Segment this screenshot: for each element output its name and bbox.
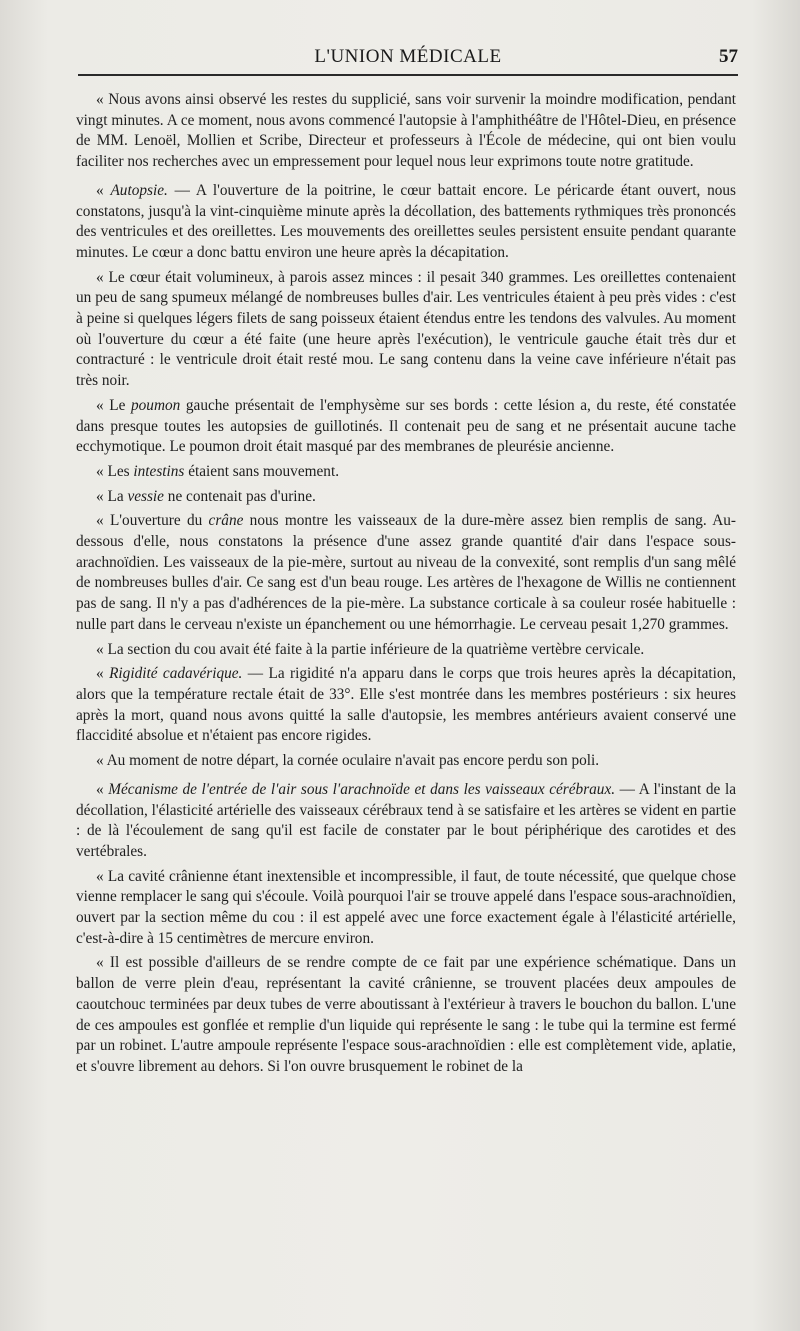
paragraph: « Le poumon gauche présentait de l'emphysème sur ses bords : cette lésion a, du reste, été constatée dans presque toutes les autopsies de guillotinés. Il contenait peu de sang et ne présentait aucune tache ecchymotique. Le poumon droit était masqué par des membranes de pleurésie ancienne. (76, 396, 736, 456)
emphasis: vessie (127, 487, 164, 505)
emphasis: crâne (208, 512, 244, 530)
header-rule (78, 74, 738, 76)
paragraph: « Rigidité cadavérique. — La rigidité n'a apparu dans le corps que trois heures après la décapitation, alors que la température rectale était de 33°. Elle s'est montrée dans les membres postérieurs : six heures après la mort, quand nous avons quitté la salle d'autopsie, les membres antérieurs avaient conservé une flaccidité absolue et n'étaient pas encore rigides. (76, 665, 736, 745)
paragraph-heading: Mécanisme de l'entrée de l'air sous l'arachnoïde et dans les vaisseaux cérébraux. (108, 780, 616, 798)
emphasis: poumon (131, 396, 181, 414)
paragraph: « Nous avons ainsi observé les restes du supplicié, sans voir survenir la moindre modification, pendant vingt minutes. A ce moment, nous avons commencé l'autopsie à l'amphithéâtre de l'Hôtel-Dieu, en présence de MM. Lenoël, Mollien et Scribe, Directeur et professeurs à l'École de médecine, qui ont bien voulu faciliter nos recherches avec un empressement pour lequel nous leur exprimons toute notre gratitude. (76, 91, 736, 171)
body-text (76, 90, 736, 1082)
paragraph: « La section du cou avait été faite à la partie inférieure de la quatrième vertèbre cervicale. (96, 640, 645, 658)
page-header (78, 40, 738, 80)
paragraph: « Autopsie. — A l'ouverture de la poitrine, le cœur battait encore. Le péricarde étant ouvert, nous constatons, jusqu'à la vint-cinquième minute après la décollation, des battements rythmiques très prononcés des ventricules et des oreillettes. Les mouvements des oreillettes seules persistent ensuite pendant quarante minutes. Le cœur a donc battu environ une heure après la décapitation. (76, 181, 736, 261)
paragraph: « La cavité crânienne étant inextensible et incompressible, il faut, de toute nécessité, que quelque chose vienne remplacer le sang qui s'écoule. Voilà pourquoi l'air se trouve appelé dans l'espace sous-arachnoïdien, ouvert par la section même du cou : il est appelé avec une force exactement égale à l'élasticité artérielle, c'est-à-dire à 15 centimètres de mercure environ. (76, 867, 736, 947)
paragraph: « La vessie ne contenait pas d'urine. (96, 487, 316, 505)
paragraph: « L'ouverture du crâne nous montre les vaisseaux de la dure-mère assez bien remplis de sang. Au-dessous d'elle, nous constatons la présence d'une assez grande quantité d'air dans l'espace sous-arachnoïdien. Les vaisseaux de la pie-mère, surtout au niveau de la convexité, sont remplis d'un sang mêlé de nombreuses bulles d'air. Ce sang est d'un beau rouge. Les artères de l'hexagone de Willis ne contiennent pas de sang. Il n'y a pas d'adhérences de la pie-mère. La substance corticale à sa couleur rosée habituelle : nulle part dans le cerveau n'existe un épanchement ou une hémorrhagie. Le cerveau pesait 1,270 grammes. (76, 512, 736, 633)
paragraph: « Il est possible d'ailleurs de se rendre compte de ce fait par une expérience schématique. Dans un ballon de verre plein d'eau, représentant la cavité crânienne, se trouvent placées deux ampoules de caoutchouc terminées par deux tubes de verre aboutissant à l'extérieur à travers le bouchon du ballon. L'une de ces ampoules est gonflée et remplie d'un liquide qui représente le sang : le tube qui la termine est fermé par un robinet. L'autre ampoule représente l'espace sous-arachnoïdien : elle est complètement vide, aplatie, et s'ouvre librement au dehors. Si l'on ouvre brusquement le robinet de la (76, 954, 736, 1075)
paragraph-heading: Autopsie. (110, 181, 168, 199)
paragraph: « Mécanisme de l'entrée de l'air sous l'arachnoïde et dans les vaisseaux cérébraux. — A l'instant de la décollation, l'élasticité artérielle des vaisseaux cérébraux tend à se satisfaire et les artères se vident en partie : de là l'écoulement de sang qu'il est facile de constater par le bout périphérique des carotides et des vertébrales. (76, 780, 736, 860)
emphasis: intestins (133, 462, 185, 480)
paragraph: « Au moment de notre départ, la cornée oculaire n'avait pas encore perdu son poli. (96, 752, 600, 770)
running-title: L'UNION MÉDICALE (314, 46, 502, 67)
paragraph-heading: Rigidité cadavérique. (109, 665, 243, 683)
paragraph: « Le cœur était volumineux, à parois assez minces : il pesait 340 grammes. Les oreillettes contenaient un peu de sang spumeux mélangé de nombreuses bulles d'air. Les ventricules étaient à peu près vides : c'est à peine si quelques légers filets de sang poisseux étaient étendus entre les tendons des valvules. Au moment où l'ouverture du cœur a été faite (une heure après l'exécution), le ventricule gauche était très dur et contracturé : le ventricule droit était resté mou. Le sang contenu dans la veine cave inférieure n'était pas très noir. (76, 268, 736, 390)
paragraph: « Les intestins étaient sans mouvement. (96, 462, 340, 480)
page-number: 57 (719, 46, 738, 67)
